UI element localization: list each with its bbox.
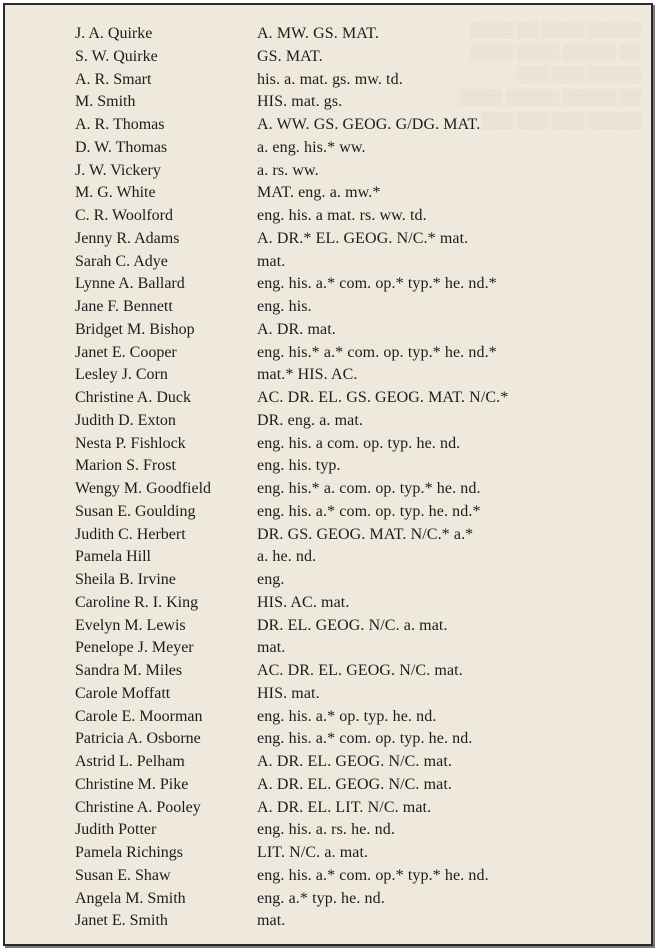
student-subjects: a. he. nd. — [257, 548, 317, 566]
student-name: Bridget M. Bishop — [75, 320, 195, 338]
student-subjects: HIS. mat. gs. — [257, 93, 343, 111]
student-subjects: A. DR. mat. — [257, 320, 336, 338]
student-subjects: DR. EL. GEOG. N/C. a. mat. — [257, 616, 448, 634]
student-results-list — [5, 23, 651, 933]
list-item — [5, 364, 651, 387]
list-item — [5, 205, 651, 228]
list-item — [5, 319, 651, 342]
student-subjects: GS. MAT. — [257, 47, 323, 65]
student-name: Janet E. Smith — [75, 912, 168, 930]
list-item — [5, 182, 651, 205]
student-subjects: mat.* HIS. AC. — [257, 366, 358, 384]
student-subjects: eng. a.* typ. he. nd. — [257, 889, 385, 907]
list-item — [5, 728, 651, 751]
student-subjects: eng. his. a mat. rs. ww. td. — [257, 207, 427, 224]
student-subjects: DR. GS. GEOG. MAT. N/C.* a.* — [257, 525, 474, 543]
student-name: S. W. Quirke — [75, 47, 158, 65]
student-subjects: A. DR. EL. GEOG. N/C. mat. — [257, 775, 453, 793]
student-name: Christine M. Pike — [75, 775, 189, 793]
list-item — [5, 637, 651, 660]
list-item — [5, 91, 651, 114]
list-item — [5, 342, 651, 365]
list-item — [5, 478, 651, 501]
student-subjects: eng. his. — [257, 298, 312, 315]
student-name: Evelyn M. Lewis — [75, 616, 186, 634]
student-subjects: LIT. N/C. a. mat. — [257, 844, 369, 861]
student-name: Christine A. Pooley — [75, 798, 201, 816]
student-subjects: eng. his. a.* op. typ. he. nd. — [257, 707, 437, 725]
list-item — [5, 888, 651, 911]
student-name: Pamela Hill — [75, 548, 151, 566]
student-subjects: mat. — [257, 912, 286, 930]
student-subjects: eng. his.* a. com. op. typ.* he. nd. — [257, 480, 481, 497]
list-item — [5, 751, 651, 774]
list-item — [5, 615, 651, 638]
student-name: Sandra M. Miles — [75, 662, 183, 679]
student-subjects: a. rs. ww. — [257, 161, 319, 179]
student-name: Lesley J. Corn — [75, 366, 168, 384]
student-name: Susan E. Goulding — [75, 502, 196, 520]
student-subjects: his. a. mat. gs. mw. td. — [257, 70, 403, 88]
list-item — [5, 387, 651, 410]
list-item — [5, 69, 651, 92]
student-subjects: HIS. AC. mat. — [257, 593, 350, 611]
student-name: J. W. Vickery — [75, 161, 161, 179]
show-through-text: ▒▒▒▒ ▒▒ ▒▒▒▒ ▒▒▒▒▒ ▒▒▒▒ ▒▒▒▒ ▒▒▒▒▒ ▒▒ ▒▒▒ ▒▒▒ ▒▒▒▒▒ ▒▒▒▒ ▒▒▒▒▒ ▒▒▒▒▒ ▒▒ ▒▒▒ ▒▒▒ ▒▒▒ ▒▒▒▒▒ — [459, 22, 641, 129]
page-scan — [3, 3, 653, 946]
list-item — [5, 251, 651, 274]
list-item — [5, 774, 651, 797]
student-subjects: eng. his. a.* com. op. typ. he. nd.* — [257, 502, 481, 520]
student-name: Patricia A. Osborne — [75, 730, 201, 748]
student-subjects: a. eng. his.* ww. — [257, 138, 366, 156]
student-name: Angela M. Smith — [75, 889, 186, 907]
list-item — [5, 706, 651, 729]
student-subjects: A. WW. GS. GEOG. G/DG. MAT. — [257, 116, 481, 133]
student-subjects: A. DR.* EL. GEOG. N/C.* mat. — [257, 229, 469, 247]
list-item — [5, 114, 651, 137]
list-item — [5, 160, 651, 183]
student-subjects: eng. — [257, 571, 285, 588]
list-item — [5, 433, 651, 456]
list-item — [5, 865, 651, 888]
student-subjects: A. MW. GS. MAT. — [257, 25, 379, 42]
list-item — [5, 592, 651, 615]
student-name: Carole Moffatt — [75, 684, 171, 702]
list-item — [5, 137, 651, 160]
student-subjects: eng. his. a.* com. op.* typ.* he. nd. — [257, 866, 489, 884]
list-item — [5, 410, 651, 433]
student-subjects: eng. his.* a.* com. op. typ.* he. nd.* — [257, 343, 497, 361]
student-subjects: eng. his. a. rs. he. nd. — [257, 821, 395, 839]
student-name: Judith C. Herbert — [75, 525, 186, 543]
student-name: C. R. Woolford — [75, 207, 173, 224]
student-name: A. R. Smart — [75, 70, 152, 88]
list-item — [5, 819, 651, 842]
student-name: Pamela Richings — [75, 844, 183, 861]
list-item — [5, 910, 651, 933]
list-item — [5, 569, 651, 592]
student-name: Sarah C. Adye — [75, 252, 168, 270]
student-name: D. W. Thomas — [75, 138, 168, 156]
list-item — [5, 660, 651, 683]
student-name: Susan E. Shaw — [75, 866, 171, 884]
list-item — [5, 842, 651, 865]
student-name: Nesta P. Fishlock — [75, 434, 186, 452]
student-subjects: AC. DR. EL. GEOG. N/C. mat. — [257, 662, 463, 679]
list-item — [5, 228, 651, 251]
student-name: Marion S. Frost — [75, 457, 176, 475]
student-name: Lynne A. Ballard — [75, 275, 185, 293]
student-subjects: eng. his. a.* com. op. typ. he. nd. — [257, 730, 473, 748]
student-name: Wengy M. Goodfield — [75, 480, 212, 497]
student-name: Sheila B. Irvine — [75, 571, 176, 588]
student-name: A. R. Thomas — [75, 116, 165, 133]
list-item — [5, 546, 651, 569]
list-item — [5, 46, 651, 69]
student-subjects: DR. eng. a. mat. — [257, 411, 364, 429]
student-name: Jane F. Bennett — [75, 298, 173, 315]
student-subjects: HIS. mat. — [257, 684, 320, 702]
student-name: Judith D. Exton — [75, 411, 176, 429]
student-name: Penelope J. Meyer — [75, 639, 194, 657]
list-item — [5, 683, 651, 706]
student-name: Janet E. Cooper — [75, 343, 177, 361]
student-subjects: eng. his. a.* com. op.* typ.* he. nd.* — [257, 275, 497, 293]
list-item — [5, 524, 651, 547]
student-subjects: eng. his. typ. — [257, 457, 341, 475]
list-item — [5, 455, 651, 478]
student-subjects: eng. his. a com. op. typ. he. nd. — [257, 434, 461, 452]
student-subjects: mat. — [257, 252, 286, 270]
list-item — [5, 501, 651, 524]
student-name: Caroline R. I. King — [75, 593, 199, 611]
student-name: J. A. Quirke — [75, 25, 153, 42]
student-name: M. Smith — [75, 93, 136, 111]
student-subjects: AC. DR. EL. GS. GEOG. MAT. N/C.* — [257, 389, 509, 406]
list-item — [5, 273, 651, 296]
list-item — [5, 23, 651, 46]
student-subjects: A. DR. EL. LIT. N/C. mat. — [257, 798, 432, 816]
student-name: Carole E. Moorman — [75, 707, 203, 725]
student-name: Jenny R. Adams — [75, 229, 180, 247]
student-name: M. G. White — [75, 184, 156, 202]
list-item — [5, 296, 651, 319]
student-subjects: A. DR. EL. GEOG. N/C. mat. — [257, 753, 453, 770]
student-subjects: MAT. eng. a. mw.* — [257, 184, 381, 202]
student-name: Christine A. Duck — [75, 389, 191, 406]
student-name: Judith Potter — [75, 821, 157, 839]
list-item — [5, 797, 651, 820]
student-name: Astrid L. Pelham — [75, 753, 185, 770]
student-subjects: mat. — [257, 639, 286, 657]
